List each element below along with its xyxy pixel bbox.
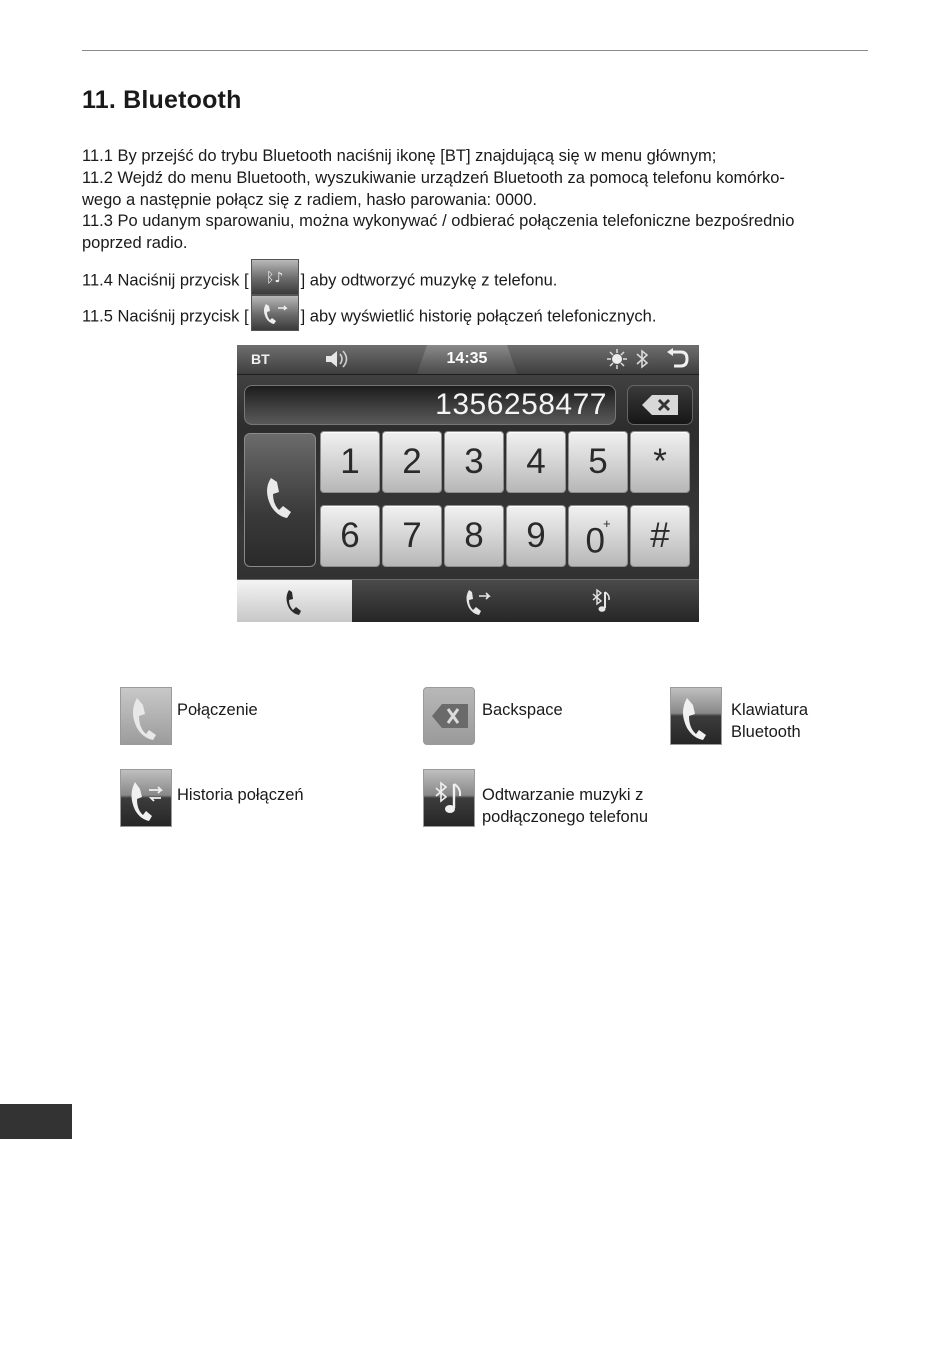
header-rule bbox=[82, 50, 868, 51]
key-0-label: 0 bbox=[585, 521, 605, 561]
legend-music-line2: podłączonego telefonu bbox=[482, 808, 649, 826]
legend-history-icon bbox=[120, 769, 172, 827]
call-history-inline-icon bbox=[251, 295, 299, 331]
legend-keyboard-line1: Klawiatura bbox=[731, 701, 809, 719]
legend-keyboard-icon bbox=[670, 687, 722, 745]
key-9[interactable]: 9 bbox=[506, 505, 566, 567]
bluetooth-icon bbox=[633, 348, 651, 370]
legend-history-label: Historia połączeń bbox=[177, 786, 304, 804]
dialed-number-field[interactable] bbox=[244, 385, 616, 425]
key-2[interactable]: 2 bbox=[382, 431, 442, 493]
legend-music-icon bbox=[423, 769, 475, 827]
call-history-icon bbox=[417, 580, 537, 622]
legend-backspace-label: Backspace bbox=[482, 701, 563, 719]
paragraph-11-4-after: ] aby odtworzyć muzykę z telefonu. bbox=[300, 271, 558, 290]
key-star[interactable]: * bbox=[630, 431, 690, 493]
dialed-number: 1356258477 bbox=[435, 388, 607, 421]
key-5[interactable]: 5 bbox=[568, 431, 628, 493]
legend-backspace-icon bbox=[423, 687, 475, 745]
bt-music-inline-icon bbox=[251, 259, 299, 295]
legend-music-label bbox=[482, 784, 648, 828]
paragraph-11-3-line1: 11.3 Po udanym sparowaniu, można wykonywać / odbierać połączenia telefoniczne bezpośrednio bbox=[82, 212, 795, 230]
paragraph-11-4 bbox=[82, 263, 872, 299]
legend-music-line1: Odtwarzanie muzyki z bbox=[482, 786, 644, 804]
bottom-tab-bar bbox=[237, 579, 699, 622]
paragraph-11-5 bbox=[82, 299, 872, 335]
call-button[interactable] bbox=[244, 433, 316, 567]
legend-keyboard-line2: Bluetooth bbox=[731, 723, 801, 741]
bt-music-icon bbox=[547, 580, 657, 622]
paragraph-11-5-before: 11.5 Naciśnij przycisk [ bbox=[82, 307, 249, 326]
legend-keyboard-label bbox=[731, 699, 808, 743]
key-0-plus: + bbox=[602, 516, 611, 531]
backspace-button[interactable] bbox=[627, 385, 693, 425]
status-bar bbox=[237, 345, 699, 375]
paragraph-11-5-after: ] aby wyświetlić historię połączeń telefonicznych. bbox=[300, 307, 657, 326]
paragraph-11-2-line2: wego a następnie połącz się z radiem, hasło parowania: 0000. bbox=[82, 191, 537, 209]
tab-keypad[interactable] bbox=[237, 580, 352, 622]
mode-label: BT bbox=[251, 351, 270, 367]
brightness-icon[interactable] bbox=[605, 348, 629, 370]
legend-call-icon bbox=[120, 687, 172, 745]
key-0[interactable] bbox=[568, 505, 628, 567]
tab-bt-music[interactable] bbox=[547, 580, 657, 622]
volume-icon[interactable] bbox=[323, 348, 351, 370]
key-3[interactable]: 3 bbox=[444, 431, 504, 493]
key-1[interactable]: 1 bbox=[320, 431, 380, 493]
key-4[interactable]: 4 bbox=[506, 431, 566, 493]
phone-icon bbox=[237, 580, 352, 622]
paragraph-11-3-line2: poprzed radio. bbox=[82, 234, 188, 252]
key-8[interactable]: 8 bbox=[444, 505, 504, 567]
section-title: 11. Bluetooth bbox=[82, 86, 242, 114]
page-tab-marker bbox=[0, 1104, 72, 1139]
paragraph-11-1: 11.1 By przejść do trybu Bluetooth naciśnij ikonę [BT] znajdującą się w menu głównym; bbox=[82, 147, 717, 165]
paragraph-11-4-before: 11.4 Naciśnij przycisk [ bbox=[82, 271, 249, 290]
legend-call-label: Połączenie bbox=[177, 701, 258, 719]
key-7[interactable]: 7 bbox=[382, 505, 442, 567]
bt-dialer-screen bbox=[237, 345, 699, 622]
back-icon[interactable] bbox=[665, 347, 691, 371]
tab-call-history[interactable] bbox=[417, 580, 537, 622]
paragraph-11-2-line1: 11.2 Wejdź do menu Bluetooth, wyszukiwanie urządzeń Bluetooth za pomocą telefonu komórko- bbox=[82, 169, 785, 187]
phone-icon bbox=[261, 474, 299, 522]
key-6[interactable]: 6 bbox=[320, 505, 380, 567]
backspace-icon bbox=[628, 386, 692, 424]
key-hash[interactable]: # bbox=[630, 505, 690, 567]
svg-text:ᛒ♪: ᛒ♪ bbox=[265, 270, 283, 286]
clock-time: 14:35 bbox=[446, 350, 488, 367]
